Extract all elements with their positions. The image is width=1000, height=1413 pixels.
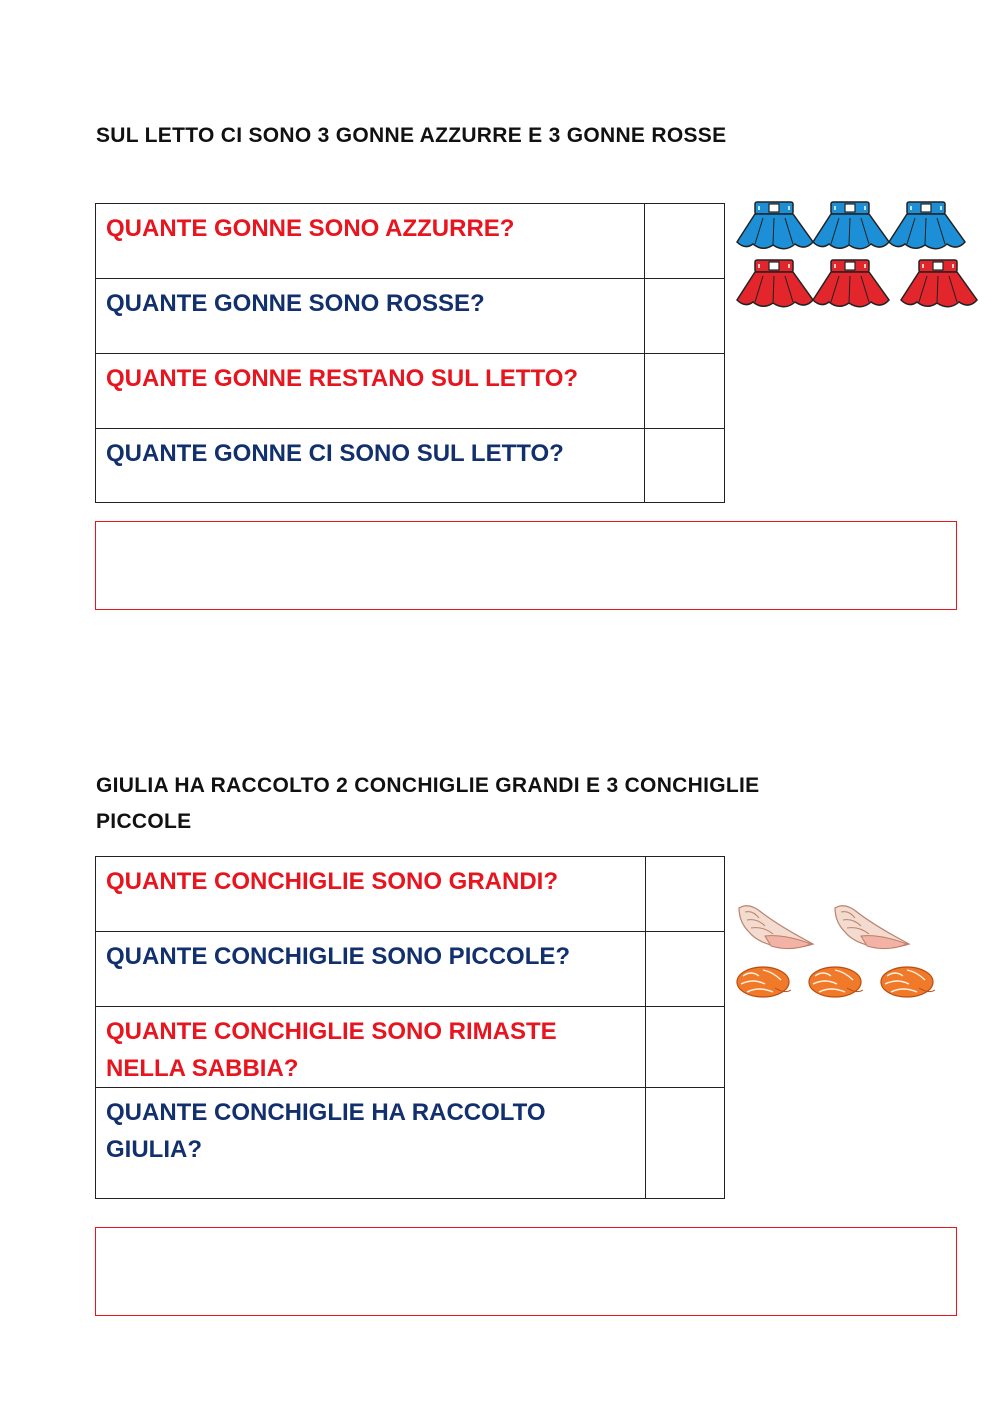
skirt-icon xyxy=(737,260,813,307)
question-cell: QUANTE CONCHIGLIE SONO RIMASTE NELLA SABBIA? xyxy=(96,1007,646,1088)
answer-cell[interactable] xyxy=(645,932,724,1007)
section2-heading-line2: PICCOLE xyxy=(96,810,192,833)
answer-cell[interactable] xyxy=(645,429,725,503)
shells-illustration xyxy=(735,902,940,1002)
question-cell: QUANTE GONNE CI SONO SUL LETTO? xyxy=(96,429,645,503)
table-row xyxy=(96,204,725,279)
section1-answer-box[interactable] xyxy=(95,521,957,610)
answer-cell[interactable] xyxy=(645,279,725,354)
table-row xyxy=(96,429,725,503)
table-row xyxy=(96,1007,725,1088)
table-row xyxy=(96,857,725,932)
answer-cell[interactable] xyxy=(645,354,725,429)
skirts-illustration xyxy=(733,196,983,312)
table-row xyxy=(96,1088,725,1199)
question-cell: QUANTE GONNE RESTANO SUL LETTO? xyxy=(96,354,645,429)
question-cell: QUANTE GONNE SONO ROSSE? xyxy=(96,279,645,354)
answer-cell[interactable] xyxy=(645,1088,724,1199)
answer-cell[interactable] xyxy=(645,1007,724,1088)
section1-heading: SUL LETTO CI SONO 3 GONNE AZZURRE E 3 GONNE ROSSE xyxy=(96,124,727,147)
table-row xyxy=(96,279,725,354)
seashell-icon xyxy=(881,967,935,997)
seashell-icon xyxy=(835,906,909,949)
section2-heading-line1: GIULIA HA RACCOLTO 2 CONCHIGLIE GRANDI E 3 CONCHIGLIE xyxy=(96,774,760,797)
seashell-icon xyxy=(737,967,791,997)
skirt-icon xyxy=(737,202,813,249)
question-cell: QUANTE CONCHIGLIE SONO GRANDI? xyxy=(96,857,646,932)
section2-heading xyxy=(96,768,759,840)
skirt-icon xyxy=(813,202,889,249)
table-row xyxy=(96,932,725,1007)
seashell-icon xyxy=(739,906,813,949)
skirt-icon xyxy=(889,202,965,249)
section2-answer-box[interactable] xyxy=(95,1227,957,1316)
question-cell: QUANTE CONCHIGLIE SONO PICCOLE? xyxy=(96,932,646,1007)
seashell-icon xyxy=(809,967,863,997)
skirt-icon xyxy=(901,260,977,307)
skirt-icon xyxy=(813,260,889,307)
section2-question-table xyxy=(95,856,725,1199)
answer-cell[interactable] xyxy=(645,204,725,279)
section1-question-table xyxy=(95,203,725,503)
question-cell: QUANTE CONCHIGLIE HA RACCOLTO GIULIA? xyxy=(96,1088,646,1199)
table-row xyxy=(96,354,725,429)
answer-cell[interactable] xyxy=(645,857,724,932)
question-cell: QUANTE GONNE SONO AZZURRE? xyxy=(96,204,645,279)
